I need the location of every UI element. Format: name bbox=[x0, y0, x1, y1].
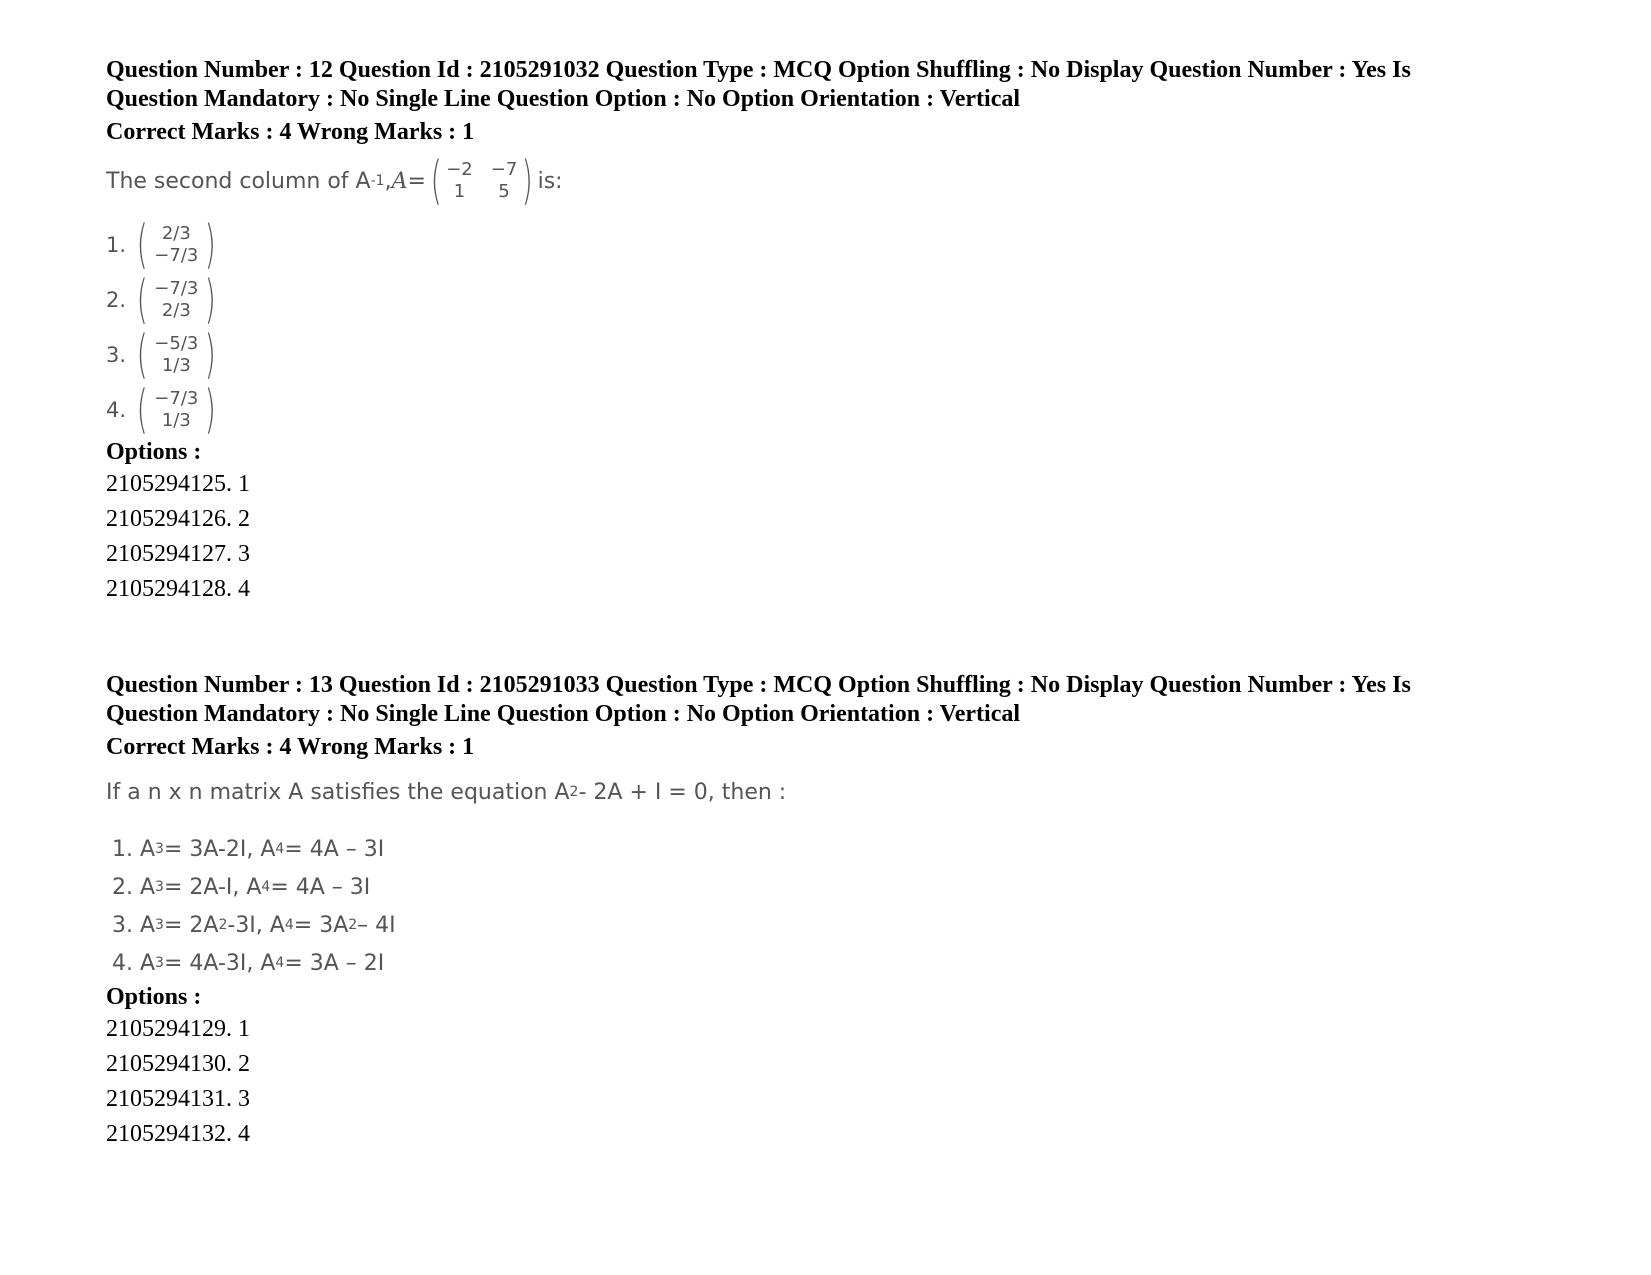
choice-vector bbox=[132, 269, 221, 330]
paren-right: ) bbox=[204, 379, 217, 440]
choice-text: = 3A – 2I bbox=[284, 950, 385, 976]
paren-right: ) bbox=[204, 324, 217, 385]
choice-vector bbox=[132, 214, 221, 275]
vector-bottom: 1/3 bbox=[161, 409, 191, 431]
choice-text: = 2A bbox=[163, 912, 219, 938]
stem-var: A bbox=[391, 168, 408, 194]
vector-bottom: −7/3 bbox=[154, 244, 199, 266]
marks-line: Correct Marks : 4 Wrong Marks : 1 bbox=[106, 119, 475, 145]
option-item: 2105294131. 3 bbox=[106, 1086, 250, 1112]
choice-number: 2. bbox=[106, 287, 127, 312]
option-item: 2105294129. 1 bbox=[106, 1016, 250, 1042]
stem-prefix: If a n x n matrix A satisfies the equation A bbox=[106, 779, 570, 805]
option-item: 2105294132. 4 bbox=[106, 1121, 250, 1147]
choice-list bbox=[106, 830, 1546, 982]
options-label: Options : bbox=[106, 984, 202, 1010]
choice-item: 2. A 3 = 2A-I, A 4 = 4A – 3I bbox=[112, 874, 371, 900]
vector-top: 2/3 bbox=[161, 222, 191, 244]
question-stem: The second column of A -1 , A = ( −2 −7 1 5 ) is: bbox=[106, 151, 563, 211]
paren-right: ) bbox=[204, 214, 217, 275]
choice-text: = 4A – 3I bbox=[284, 836, 385, 862]
meta-line-1: Question Number : 13 Question Id : 2105291033 Question Type : MCQ Option Shuffling : No Display Question Number : Yes Is bbox=[106, 672, 1411, 698]
option-item: 2105294130. 2 bbox=[106, 1051, 250, 1077]
question-13 bbox=[106, 671, 1546, 1152]
vector-top: −5/3 bbox=[154, 332, 199, 354]
paren-left: ( bbox=[136, 214, 148, 275]
option-item: 2105294127. 3 bbox=[106, 541, 250, 567]
matrix-cell: −2 bbox=[446, 159, 473, 180]
marks-line: Correct Marks : 4 Wrong Marks : 1 bbox=[106, 734, 475, 760]
choice-list bbox=[106, 214, 1546, 440]
option-item: 2105294125. 1 bbox=[106, 471, 250, 497]
matrix-cell: 5 bbox=[498, 181, 510, 202]
choice-text: -3I, A bbox=[227, 912, 285, 938]
options-label: Options : bbox=[106, 439, 202, 465]
choice-item: 4. A 3 = 4A-3I, A 4 = 3A – 2I bbox=[112, 950, 385, 976]
matrix-cell: −7 bbox=[490, 159, 518, 180]
paren-left: ( bbox=[136, 269, 148, 330]
option-item: 2105294126. 2 bbox=[106, 506, 250, 532]
paren-left: ( bbox=[136, 379, 148, 440]
matrix-cell: 1 bbox=[453, 181, 466, 202]
choice-vector bbox=[132, 324, 221, 385]
stem-suffix: - 2A + I = 0, then : bbox=[578, 779, 787, 805]
choice-text: = 4A-3I, A bbox=[163, 950, 276, 976]
choice-number: 2. bbox=[112, 874, 133, 900]
question-12 bbox=[106, 56, 1546, 607]
question-stem: If a n x n matrix A satisfies the equation A 2 - 2A + I = 0, then : bbox=[106, 779, 787, 805]
stem-prefix: The second column of A bbox=[106, 168, 371, 194]
choice-number: 3. bbox=[106, 342, 127, 367]
option-item: 2105294128. 4 bbox=[106, 576, 250, 602]
vector-top: −7/3 bbox=[154, 277, 199, 299]
paren-right: ) bbox=[204, 269, 217, 330]
options-list bbox=[106, 1012, 1546, 1152]
choice-number: 3. bbox=[112, 912, 133, 938]
choice-item bbox=[106, 324, 1546, 385]
meta-line-2: Question Mandatory : No Single Line Question Option : No Option Orientation : Vertical bbox=[106, 86, 1021, 112]
choice-number: 4. bbox=[106, 397, 127, 422]
choice-text: = 3A bbox=[293, 912, 349, 938]
paren-right: ) bbox=[521, 151, 534, 211]
stem-suffix: is: bbox=[537, 168, 563, 194]
choice-item bbox=[106, 379, 1546, 440]
stem-eq: = bbox=[407, 168, 426, 194]
choice-text: = 3A-2I, A bbox=[163, 836, 276, 862]
matrix-cells bbox=[446, 159, 517, 203]
meta-line-2: Question Mandatory : No Single Line Question Option : No Option Orientation : Vertical bbox=[106, 701, 1021, 727]
vector-bottom: 1/3 bbox=[161, 354, 191, 376]
options-list bbox=[106, 467, 1546, 607]
paren-left: ( bbox=[430, 151, 442, 211]
choice-text: – 4I bbox=[357, 912, 396, 938]
choice-number: 4. bbox=[112, 950, 133, 976]
question-meta bbox=[106, 671, 1546, 729]
choice-item: 1. A 3 = 3A-2I, A 4 = 4A – 3I bbox=[112, 836, 385, 862]
matrix-a bbox=[426, 151, 538, 211]
choice-item: 3. A 3 = 2A 2 -3I, A 4 = 3A 2 – 4I bbox=[112, 912, 396, 938]
choice-text: = 2A-I, A bbox=[163, 874, 262, 900]
choice-item bbox=[106, 214, 1546, 275]
vector-top: −7/3 bbox=[154, 387, 199, 409]
choice-number: 1. bbox=[112, 836, 133, 862]
choice-vector bbox=[132, 379, 221, 440]
question-meta bbox=[106, 56, 1546, 114]
stem-mid: , bbox=[384, 168, 392, 194]
vector-bottom: 2/3 bbox=[161, 299, 191, 321]
meta-line-1: Question Number : 12 Question Id : 2105291032 Question Type : MCQ Option Shuffling : No Display Question Number : Yes Is bbox=[106, 57, 1411, 83]
choice-text: = 4A – 3I bbox=[270, 874, 371, 900]
choice-number: 1. bbox=[106, 232, 127, 257]
paren-left: ( bbox=[136, 324, 148, 385]
choice-item bbox=[106, 269, 1546, 330]
